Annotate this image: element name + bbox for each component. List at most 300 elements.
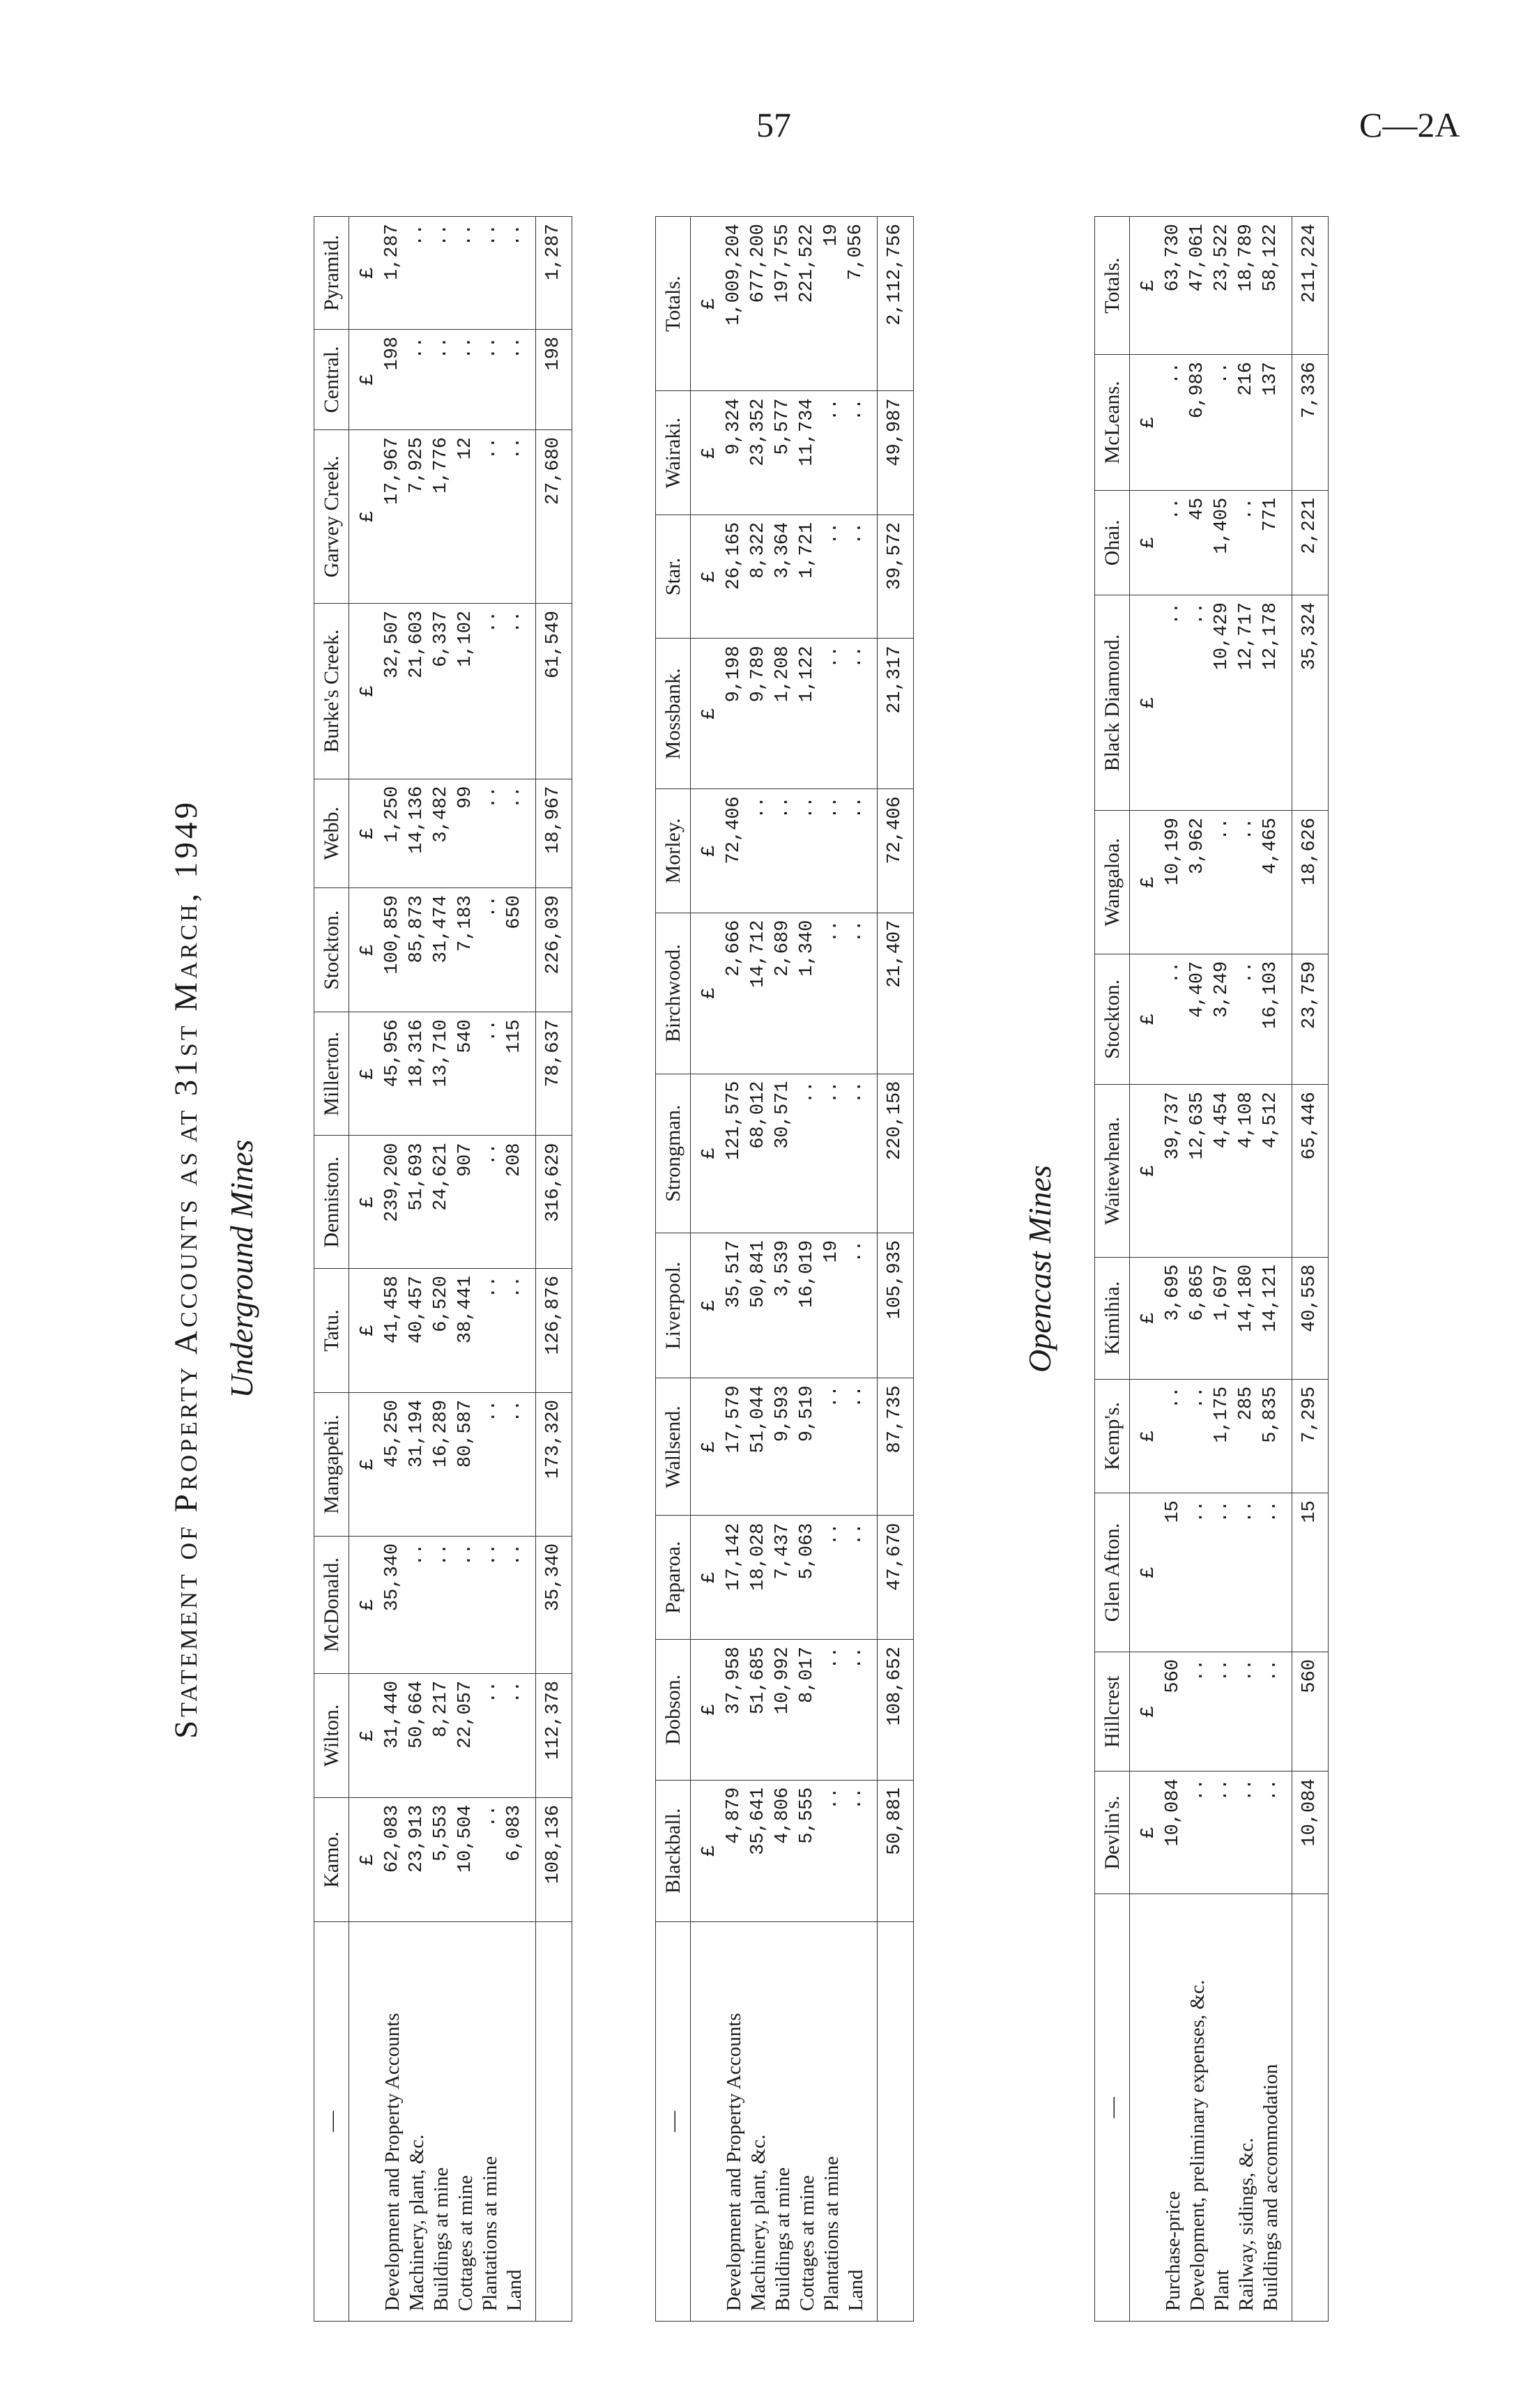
cell-value: ..	[1234, 954, 1259, 1084]
currency-symbol: £	[349, 217, 381, 330]
cell-value: 14,136	[405, 779, 429, 888]
cell-value: ..	[747, 789, 771, 913]
currency-symbol: £	[691, 639, 723, 789]
cell-value: 1,697	[1210, 1257, 1234, 1379]
cell-value: 80,587	[454, 1392, 478, 1536]
totals-row	[536, 217, 572, 2322]
column-header: Mangapehi.	[314, 1392, 349, 1536]
row-label: Buildings and accommodation	[1259, 1894, 1292, 2322]
total-value: 126,876	[536, 1268, 572, 1392]
cell-value: ..	[478, 1797, 503, 1921]
cell-value: ..	[820, 1074, 844, 1233]
cell-value: 540	[454, 1012, 478, 1136]
cell-value: 137	[1259, 355, 1292, 491]
column-header: Liverpool.	[656, 1233, 691, 1378]
cell-value: 12,635	[1186, 1085, 1210, 1258]
currency-symbol: £	[691, 789, 723, 913]
currency-symbol: £	[1130, 954, 1162, 1084]
cell-value: 37,958	[722, 1639, 747, 1780]
cell-value: 4,512	[1259, 1085, 1292, 1258]
currency-symbol: £	[349, 1797, 381, 1921]
cell-value: ..	[1186, 595, 1210, 811]
cell-value: 17,967	[381, 430, 405, 604]
cell-value: ..	[503, 1536, 536, 1673]
cell-value: ..	[405, 329, 429, 429]
table-row	[1161, 217, 1186, 2322]
cell-value: ..	[844, 515, 878, 638]
cell-value: ..	[1186, 1379, 1210, 1493]
cell-value: 11,734	[795, 391, 820, 515]
blank-cell	[1130, 1894, 1162, 2322]
cell-value: 45,250	[381, 1392, 405, 1536]
cell-value: 7,437	[771, 1516, 795, 1639]
cell-value: ..	[844, 789, 878, 913]
total-value: 65,446	[1292, 1085, 1329, 1258]
cell-value: ..	[1259, 1771, 1292, 1894]
column-header: McLeans.	[1095, 355, 1130, 491]
currency-row	[349, 217, 381, 2322]
total-value: 47,670	[878, 1516, 914, 1639]
cell-value: 17,579	[722, 1378, 747, 1516]
currency-symbol: £	[1130, 490, 1162, 595]
currency-row	[691, 217, 723, 2322]
column-header: Stockton.	[1095, 954, 1130, 1084]
column-header: Blackball.	[656, 1780, 691, 1921]
total-value: 560	[1292, 1652, 1329, 1771]
cell-value: 1,175	[1210, 1379, 1234, 1493]
cell-value: 4,108	[1234, 1085, 1259, 1258]
currency-symbol: £	[349, 1673, 381, 1797]
column-header: Kemp's.	[1095, 1379, 1130, 1493]
cell-value: 10,504	[454, 1797, 478, 1921]
cell-value: 50,841	[747, 1233, 771, 1378]
cell-value: ..	[405, 1536, 429, 1673]
cell-value: 10,084	[1161, 1771, 1186, 1894]
cell-value: 4,806	[771, 1780, 795, 1921]
table-row	[747, 217, 771, 2322]
cell-value: 41,458	[381, 1268, 405, 1392]
cell-value: ..	[1234, 1771, 1259, 1894]
currency-symbol: £	[691, 913, 723, 1074]
row-label: Plantations at mine	[820, 1922, 844, 2322]
cell-value: 216	[1234, 355, 1259, 491]
cell-value: 45,956	[381, 1012, 405, 1136]
cell-value: 62,083	[381, 1797, 405, 1921]
cell-value: ..	[478, 888, 503, 1012]
cell-value: 10,199	[1161, 810, 1186, 954]
cell-value: 35,517	[722, 1233, 747, 1378]
cell-value: ..	[1210, 810, 1234, 954]
cell-value: 5,063	[795, 1516, 820, 1639]
row-label: Machinery, plant, &c.	[747, 1922, 771, 2322]
column-header: Garvey Creek.	[314, 430, 349, 604]
cell-value: 650	[503, 888, 536, 1012]
cell-value: ..	[478, 603, 503, 779]
cell-value: 35,340	[381, 1536, 405, 1673]
cell-value: 9,324	[722, 391, 747, 515]
cell-value: 22,057	[454, 1673, 478, 1797]
total-value: 108,652	[878, 1639, 914, 1780]
total-value: 78,637	[536, 1012, 572, 1136]
cell-value: ..	[844, 1074, 878, 1233]
cell-value: 285	[1234, 1379, 1259, 1493]
row-label: Purchase-price	[1161, 1894, 1186, 2322]
column-header: Denniston.	[314, 1136, 349, 1268]
table-row	[844, 217, 878, 2322]
total-value: 10,084	[1292, 1771, 1329, 1894]
column-header: Ohai.	[1095, 490, 1130, 595]
table-row	[1259, 217, 1292, 2322]
cell-value: 10,992	[771, 1639, 795, 1780]
row-label: Plantations at mine	[478, 1922, 503, 2322]
cell-value: ..	[1186, 1771, 1210, 1894]
column-header: Paparoa.	[656, 1516, 691, 1639]
blank-cell	[349, 1922, 381, 2322]
cell-value: 115	[503, 1012, 536, 1136]
currency-symbol: £	[1130, 1085, 1162, 1258]
cell-value: ..	[1234, 490, 1259, 595]
totals-label-blank	[878, 1922, 914, 2322]
currency-symbol: £	[1130, 355, 1162, 491]
table-row	[820, 217, 844, 2322]
cell-value: ..	[429, 329, 454, 429]
cell-value: ..	[844, 1780, 878, 1921]
corner-cell: —	[656, 1922, 691, 2322]
column-header: Burke's Creek.	[314, 603, 349, 779]
corner-cell: —	[314, 1922, 349, 2322]
currency-symbol: £	[1130, 1379, 1162, 1493]
table-row	[722, 217, 747, 2322]
table-row	[771, 217, 795, 2322]
column-header: Wairaki.	[656, 391, 691, 515]
cell-value: 907	[454, 1136, 478, 1268]
cell-value: 12,178	[1259, 595, 1292, 811]
cell-value: ..	[1186, 1652, 1210, 1771]
cell-value: 3,482	[429, 779, 454, 888]
cell-value: ..	[503, 1268, 536, 1392]
cell-value: ..	[1161, 954, 1186, 1084]
cell-value: 26,165	[722, 515, 747, 638]
cell-value: 9,593	[771, 1378, 795, 1516]
cell-value: ..	[844, 1378, 878, 1516]
cell-value: ..	[503, 603, 536, 779]
rotated-content	[167, 216, 1443, 2322]
currency-symbol: £	[349, 1136, 381, 1268]
cell-value: 35,641	[747, 1780, 771, 1921]
total-value: 226,039	[536, 888, 572, 1012]
cell-value: ..	[820, 913, 844, 1074]
cell-value: ..	[844, 639, 878, 789]
cell-value: ..	[1210, 1493, 1234, 1652]
row-label: Cottages at mine	[454, 1922, 478, 2322]
total-value: 108,136	[536, 1797, 572, 1921]
header-row	[656, 217, 691, 2322]
cell-value: 72,406	[722, 789, 747, 913]
row-label: Development and Property Accounts	[381, 1922, 405, 2322]
cell-value: 31,440	[381, 1673, 405, 1797]
cell-value: ..	[1186, 1493, 1210, 1652]
total-value: 35,340	[536, 1536, 572, 1673]
cell-value: 23,522	[1210, 217, 1234, 355]
currency-symbol: £	[349, 1392, 381, 1536]
column-header: Central.	[314, 329, 349, 429]
total-value: 49,987	[878, 391, 914, 515]
table-row	[795, 217, 820, 2322]
currency-symbol: £	[349, 1012, 381, 1136]
cell-value: 19	[820, 217, 844, 391]
table-row	[429, 217, 454, 2322]
total-value: 1,287	[536, 217, 572, 330]
cell-value: 18,789	[1234, 217, 1259, 355]
cell-value: ..	[820, 1639, 844, 1780]
cell-value: 771	[1259, 490, 1292, 595]
cell-value: 23,352	[747, 391, 771, 515]
cell-value: ..	[844, 1233, 878, 1378]
cell-value: ..	[478, 217, 503, 330]
cell-value: 100,859	[381, 888, 405, 1012]
cell-value: 18,316	[405, 1012, 429, 1136]
currency-symbol: £	[1130, 595, 1162, 811]
cell-value: ..	[1210, 355, 1234, 491]
cell-value: 208	[503, 1136, 536, 1268]
cell-value: ..	[1259, 1652, 1292, 1771]
cell-value: ..	[405, 217, 429, 330]
cell-value: ..	[503, 779, 536, 888]
cell-value: ..	[429, 1536, 454, 1673]
total-value: 2,221	[1292, 490, 1329, 595]
total-value: 72,406	[878, 789, 914, 913]
cell-value: 5,553	[429, 1797, 454, 1921]
currency-symbol: £	[691, 1378, 723, 1516]
table-row	[1210, 217, 1234, 2322]
total-value: 23,759	[1292, 954, 1329, 1084]
cell-value: ..	[1161, 595, 1186, 811]
cell-value: 40,457	[405, 1268, 429, 1392]
column-header: Webb.	[314, 779, 349, 888]
total-value: 27,680	[536, 430, 572, 604]
cell-value: 5,555	[795, 1780, 820, 1921]
cell-value: ..	[844, 1639, 878, 1780]
totals-row	[878, 217, 914, 2322]
cell-value: ..	[503, 329, 536, 429]
cell-value: 8,017	[795, 1639, 820, 1780]
cell-value: ..	[1161, 1379, 1186, 1493]
cell-value: 197,755	[771, 217, 795, 391]
cell-value: ..	[1161, 490, 1186, 595]
cell-value: 677,200	[747, 217, 771, 391]
row-label: Land	[844, 1922, 878, 2322]
total-value: 198	[536, 329, 572, 429]
cell-value: 17,142	[722, 1516, 747, 1639]
total-value: 7,295	[1292, 1379, 1329, 1493]
cell-value: 51,693	[405, 1136, 429, 1268]
cell-value: 32,507	[381, 603, 405, 779]
total-value: 112,378	[536, 1673, 572, 1797]
cell-value: ..	[1210, 1652, 1234, 1771]
cell-value: 7,183	[454, 888, 478, 1012]
cell-value: ..	[454, 1536, 478, 1673]
cell-value: ..	[771, 789, 795, 913]
cell-value: ..	[478, 1136, 503, 1268]
cell-value: 12	[454, 430, 478, 604]
currency-symbol: £	[691, 1780, 723, 1921]
cell-value: 7,925	[405, 430, 429, 604]
column-header: Totals.	[1095, 217, 1130, 355]
cell-value: ..	[478, 430, 503, 604]
currency-symbol: £	[1130, 1771, 1162, 1894]
column-header: Stockton.	[314, 888, 349, 1012]
cell-value: 31,474	[429, 888, 454, 1012]
cell-value: 14,121	[1259, 1257, 1292, 1379]
column-header: Birchwood.	[656, 913, 691, 1074]
currency-symbol: £	[349, 779, 381, 888]
column-header: Pyramid.	[314, 217, 349, 330]
cell-value: 4,454	[1210, 1085, 1234, 1258]
cell-value: 1,122	[795, 639, 820, 789]
opencast-mines-heading: Opencast Mines	[1022, 1165, 1057, 1373]
currency-symbol: £	[691, 515, 723, 638]
currency-symbol: £	[1130, 1652, 1162, 1771]
currency-symbol: £	[691, 1233, 723, 1378]
currency-symbol: £	[349, 603, 381, 779]
underground-table-1	[314, 216, 572, 2322]
cell-value: 1,405	[1210, 490, 1234, 595]
cell-value: 221,522	[795, 217, 820, 391]
currency-symbol: £	[349, 888, 381, 1012]
cell-value: ..	[820, 1378, 844, 1516]
cell-value: ..	[820, 515, 844, 638]
cell-value: 3,962	[1186, 810, 1210, 954]
column-header: Waitewhena.	[1095, 1085, 1130, 1258]
cell-value: 8,322	[747, 515, 771, 638]
column-header: Hillcrest	[1095, 1652, 1130, 1771]
cell-value: 16,103	[1259, 954, 1292, 1084]
total-value: 18,626	[1292, 810, 1329, 954]
cell-value: ..	[478, 779, 503, 888]
cell-value: 3,364	[771, 515, 795, 638]
column-header: Glen Afton.	[1095, 1493, 1130, 1652]
currency-symbol: £	[1130, 810, 1162, 954]
cell-value: 63,730	[1161, 217, 1186, 355]
cell-value: ..	[478, 1012, 503, 1136]
underground-mines-heading: Underground Mines	[224, 1139, 259, 1399]
row-label: Development and Property Accounts	[722, 1922, 747, 2322]
column-header: Mossbank.	[656, 639, 691, 789]
cell-value: ..	[795, 789, 820, 913]
currency-symbol: £	[349, 329, 381, 429]
currency-symbol: £	[349, 430, 381, 604]
cell-value: ..	[503, 1673, 536, 1797]
total-value: 211,224	[1292, 217, 1329, 355]
cell-value: ..	[478, 1268, 503, 1392]
cell-value: 3,249	[1210, 954, 1234, 1084]
total-value: 18,967	[536, 779, 572, 888]
cell-value: 9,198	[722, 639, 747, 789]
row-label: Machinery, plant, &c.	[405, 1922, 429, 2322]
cell-value: 24,621	[429, 1136, 454, 1268]
cell-value: 45	[1186, 490, 1210, 595]
currency-symbol: £	[1130, 1257, 1162, 1379]
column-header: McDonald.	[314, 1536, 349, 1673]
row-label: Buildings at mine	[771, 1922, 795, 2322]
cell-value: ..	[795, 1074, 820, 1233]
table-row	[478, 217, 503, 2322]
cell-value: ..	[478, 329, 503, 429]
cell-value: 99	[454, 779, 478, 888]
cell-value: ..	[1234, 1493, 1259, 1652]
currency-symbol: £	[349, 1536, 381, 1673]
cell-value: ..	[844, 391, 878, 515]
currency-symbol: £	[1130, 217, 1162, 355]
cell-value: 4,465	[1259, 810, 1292, 954]
cell-value: ..	[454, 329, 478, 429]
cell-value: ..	[820, 1780, 844, 1921]
row-label: Plant	[1210, 1894, 1234, 2322]
cell-value: 5,577	[771, 391, 795, 515]
cell-value: 1,776	[429, 430, 454, 604]
column-header: Kimihia.	[1095, 1257, 1130, 1379]
cell-value: 560	[1161, 1652, 1186, 1771]
table-row	[381, 217, 405, 2322]
column-header: Wallsend.	[656, 1378, 691, 1516]
cell-value: 1,250	[381, 779, 405, 888]
cell-value: 1,208	[771, 639, 795, 789]
table-row	[503, 217, 536, 2322]
column-header: Black Diamond.	[1095, 595, 1130, 811]
cell-value: 3,695	[1161, 1257, 1186, 1379]
table-row	[454, 217, 478, 2322]
cell-value: ..	[503, 1392, 536, 1536]
cell-value: ..	[478, 1673, 503, 1797]
cell-value: 12,717	[1234, 595, 1259, 811]
column-header: Devlin's.	[1095, 1771, 1130, 1894]
cell-value: 1,340	[795, 913, 820, 1074]
cell-value: ..	[844, 1516, 878, 1639]
cell-value: ..	[1234, 810, 1259, 954]
cell-value: 1,721	[795, 515, 820, 638]
column-header: Star.	[656, 515, 691, 638]
cell-value: 6,083	[503, 1797, 536, 1921]
cell-value: 9,519	[795, 1378, 820, 1516]
header-row	[1095, 217, 1130, 2322]
column-header: Wilton.	[314, 1673, 349, 1797]
total-value: 15	[1292, 1493, 1329, 1652]
page-code: C—2A	[1359, 105, 1460, 144]
row-label: Buildings at mine	[429, 1922, 454, 2322]
cell-value: 6,865	[1186, 1257, 1210, 1379]
cell-value: 18,028	[747, 1516, 771, 1639]
cell-value: ..	[820, 639, 844, 789]
cell-value: 1,287	[381, 217, 405, 330]
document-title: STATEMENT OF PROPERTY ACCOUNTS AS AT 31ST MARCH, 1949	[168, 799, 204, 1739]
currency-symbol: £	[691, 1516, 723, 1639]
cell-value: 23,913	[405, 1797, 429, 1921]
cell-value: 1,009,204	[722, 217, 747, 391]
cell-value: ..	[1161, 355, 1186, 491]
currency-symbol: £	[691, 1074, 723, 1233]
cell-value: 85,873	[405, 888, 429, 1012]
cell-value: 6,520	[429, 1268, 454, 1392]
total-value: 316,629	[536, 1136, 572, 1268]
totals-row	[1292, 217, 1329, 2322]
cell-value: 16,019	[795, 1233, 820, 1378]
cell-value: 39,737	[1161, 1085, 1186, 1258]
column-header: Millerton.	[314, 1012, 349, 1136]
total-value: 105,935	[878, 1233, 914, 1378]
header-row	[314, 217, 349, 2322]
cell-value: 50,664	[405, 1673, 429, 1797]
cell-value: 14,180	[1234, 1257, 1259, 1379]
